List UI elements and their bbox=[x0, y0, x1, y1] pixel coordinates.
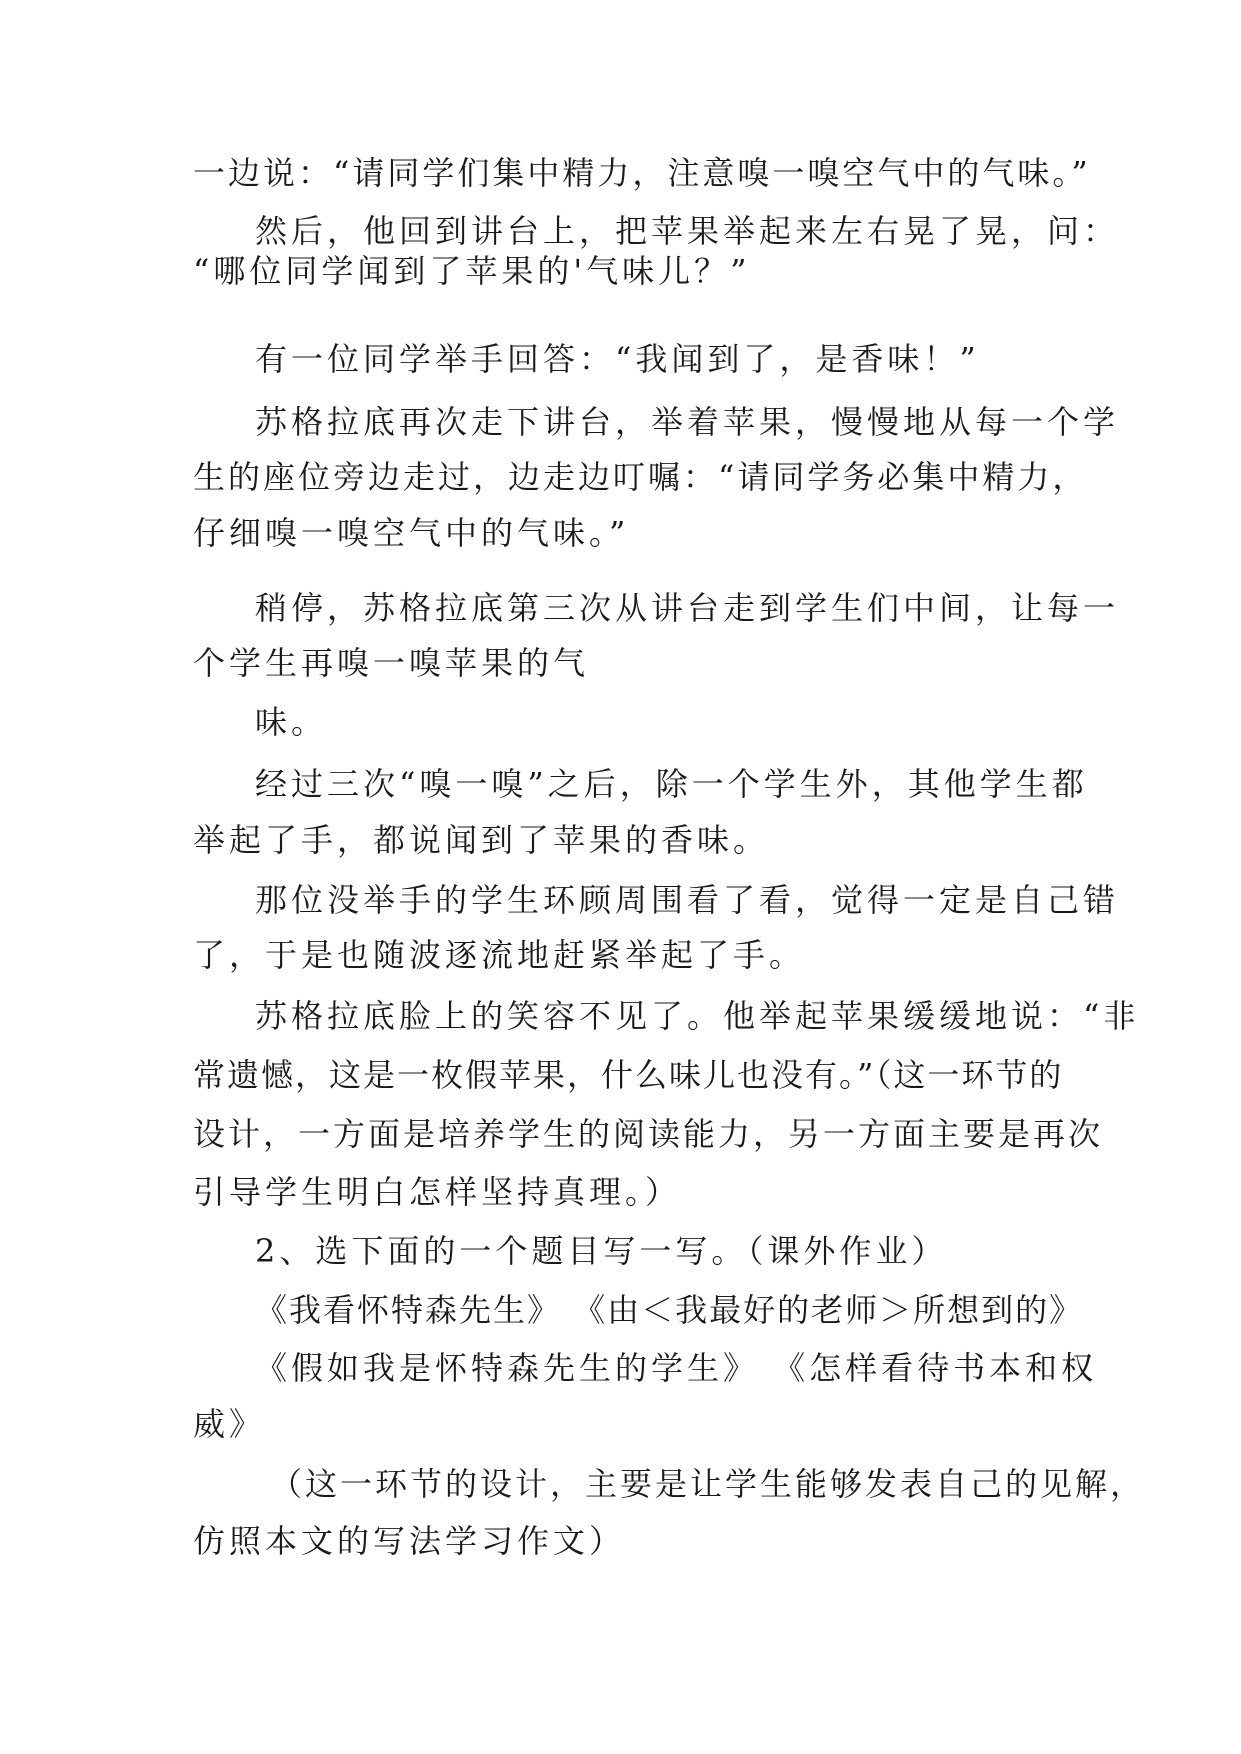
text-line-7: 仔细嗅一嗅空气中的气味。” bbox=[193, 514, 630, 552]
text-line-11: 经过三次“嗅一嗅”之后，除一个学生外，其他学生都 bbox=[255, 765, 1088, 803]
text-line-16: 常遗憾，这是一枚假苹果，什么味儿也没有。”（这一环节的 bbox=[193, 1056, 1064, 1094]
text-line-23: （这一环节的设计，主要是让学生能够发表自己的见解， bbox=[270, 1465, 1146, 1503]
text-line-2: 然后，他回到讲台上，把苹果举起来左右晃了晃，问： bbox=[255, 212, 1120, 250]
text-line-20: 《我看怀特森先生》 《由＜我最好的老师＞所想到的》 bbox=[255, 1291, 1084, 1329]
text-line-4: 有一位同学举手回答：“我闻到了，是香味！” bbox=[255, 340, 980, 378]
text-line-17: 设计，一方面是培养学生的阅读能力，另一方面主要是再次 bbox=[193, 1115, 1104, 1153]
text-line-1: 一边说：“请同学们集中精力，注意嗅一嗅空气中的气味。” bbox=[193, 154, 1091, 192]
text-line-6: 生的座位旁边走过，边走边叮嘱：“请同学务必集中精力， bbox=[193, 458, 1088, 496]
text-line-21: 《假如我是怀特森先生的学生》 《怎样看待书本和权 bbox=[255, 1349, 1098, 1387]
text-line-5: 苏格拉底再次走下讲台，举着苹果，慢慢地从每一个学 bbox=[255, 403, 1120, 441]
text-line-24: 仿照本文的写法学习作文） bbox=[193, 1522, 626, 1560]
text-line-10: 味。 bbox=[255, 703, 328, 741]
text-line-22: 威》 bbox=[193, 1405, 266, 1443]
text-line-18: 引导学生明白怎样坚持真理。） bbox=[193, 1173, 682, 1211]
text-line-19: 2、选下面的一个题目写一写。（课外作业） bbox=[255, 1232, 948, 1270]
text-line-13: 那位没举手的学生环顾周围看了看，觉得一定是自己错 bbox=[255, 881, 1120, 919]
text-line-8: 稍停，苏格拉底第三次从讲台走到学生们中间，让每一 bbox=[255, 589, 1120, 627]
text-line-14: 了，于是也随波逐流地赶紧举起了手。 bbox=[193, 936, 806, 974]
text-line-3: “哪位同学闻到了苹果的'气味儿？” bbox=[193, 252, 751, 290]
text-line-9: 个学生再嗅一嗅苹果的气 bbox=[193, 644, 590, 682]
text-line-15: 苏格拉底脸上的笑容不见了。他举起苹果缓缓地说：“非 bbox=[255, 997, 1140, 1035]
text-line-12: 举起了手，都说闻到了苹果的香味。 bbox=[193, 821, 770, 859]
